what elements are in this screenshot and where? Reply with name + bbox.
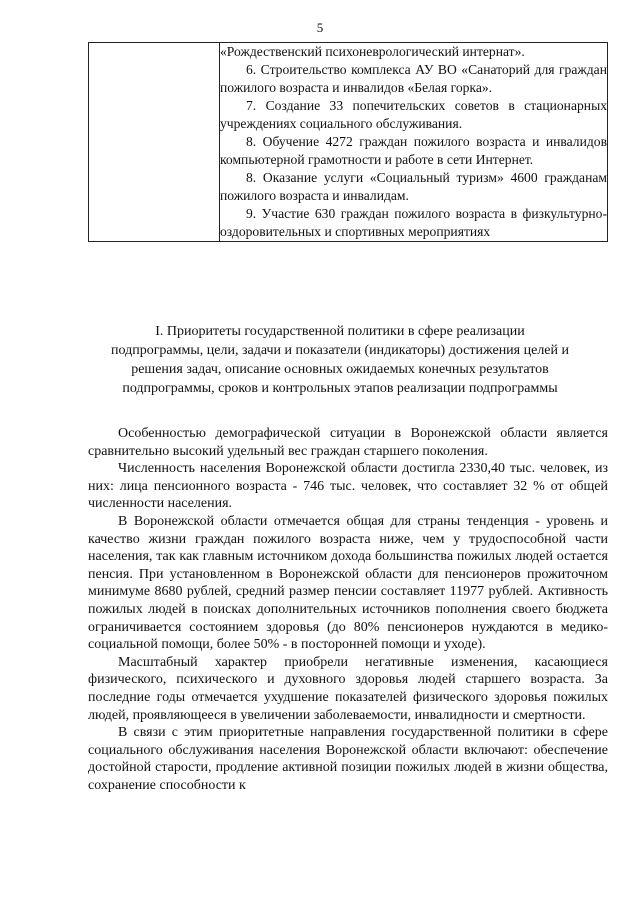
- body-paragraph: В связи с этим приоритетные направления государственной политики в сфере социального обслуживания населения Воронежской области включают: обеспечение достойной старости, продление активной позиции пожилых людей в жизни общества, сохранение способности к: [88, 725, 608, 793]
- table-line: 7. Создание 33 попечительских советов в стационарных учреждениях социального обслуживания.: [220, 98, 607, 131]
- table-line: «Рождественский психоневрологический интернат».: [220, 44, 525, 59]
- continuation-table: [88, 42, 608, 242]
- body-text: [88, 425, 608, 794]
- table-empty-cell: [89, 43, 220, 242]
- body-paragraph: Особенностью демографической ситуации в Воронежской области является сравнительно высокий удельный вес граждан старшего поколения.: [88, 426, 608, 459]
- table-line: 8. Обучение 4272 граждан пожилого возраста и инвалидов компьютерной грамотности и работе в сети Интернет.: [220, 134, 607, 167]
- table-line: 8. Оказание услуги «Социальный туризм» 4600 гражданам пожилого возраста и инвалидам.: [220, 170, 607, 203]
- body-paragraph: Численность населения Воронежской области достигла 2330,40 тыс. человек, из них: лица пенсионного возраста - 746 тыс. человек, что составляет 32 % от общей численности населения.: [88, 461, 608, 512]
- table-line: 6. Строительство комплекса АУ ВО «Санаторий для граждан пожилого возраста и инвалидов «Белая горка».: [220, 62, 607, 95]
- section-heading: I. Приоритеты государственной политики в сфере реализации подпрограммы, цели, задачи и показатели (индикаторы) достижения целей и решения задач, описание основных ожидаемых конечных результатов подпрограммы, сроков и контрольных этапов реализации подпрограммы: [110, 324, 570, 396]
- page-number: 5: [316, 20, 324, 35]
- body-paragraph: В Воронежской области отмечается общая для страны тенденция - уровень и качество жизни граждан пожилого возраста ниже, чем у трудоспособной части населения, так как главным источником дохода большинства пожилых людей остается пенсия. При установленном в Воронежской области для пенсионеров прожиточном минимуме 8680 рублей, средний размер пенсии составляет 11977 рублей. Активность пожилых людей в поисках дополнительных источников пополнения своего бюджета ограничивается состоянием здоровья (до 80% пенсионеров нуждаются в медико-социальной помощи, более 50% - в посторонней помощи и уходе).: [88, 513, 608, 653]
- table-line: 9. Участие 630 граждан пожилого возраста в физкультурно-оздоровительных и спортивных мероприятиях: [220, 206, 607, 239]
- body-paragraph: Масштабный характер приобрели негативные изменения, касающиеся физического, психического и духовного здоровья людей старшего возраста. За последние годы отмечается ухудшение показателей физического здоровья пожилых людей, проявляющееся в увеличении заболеваемости, инвалидности и смертности.: [88, 654, 608, 723]
- table-content-cell: [220, 43, 608, 242]
